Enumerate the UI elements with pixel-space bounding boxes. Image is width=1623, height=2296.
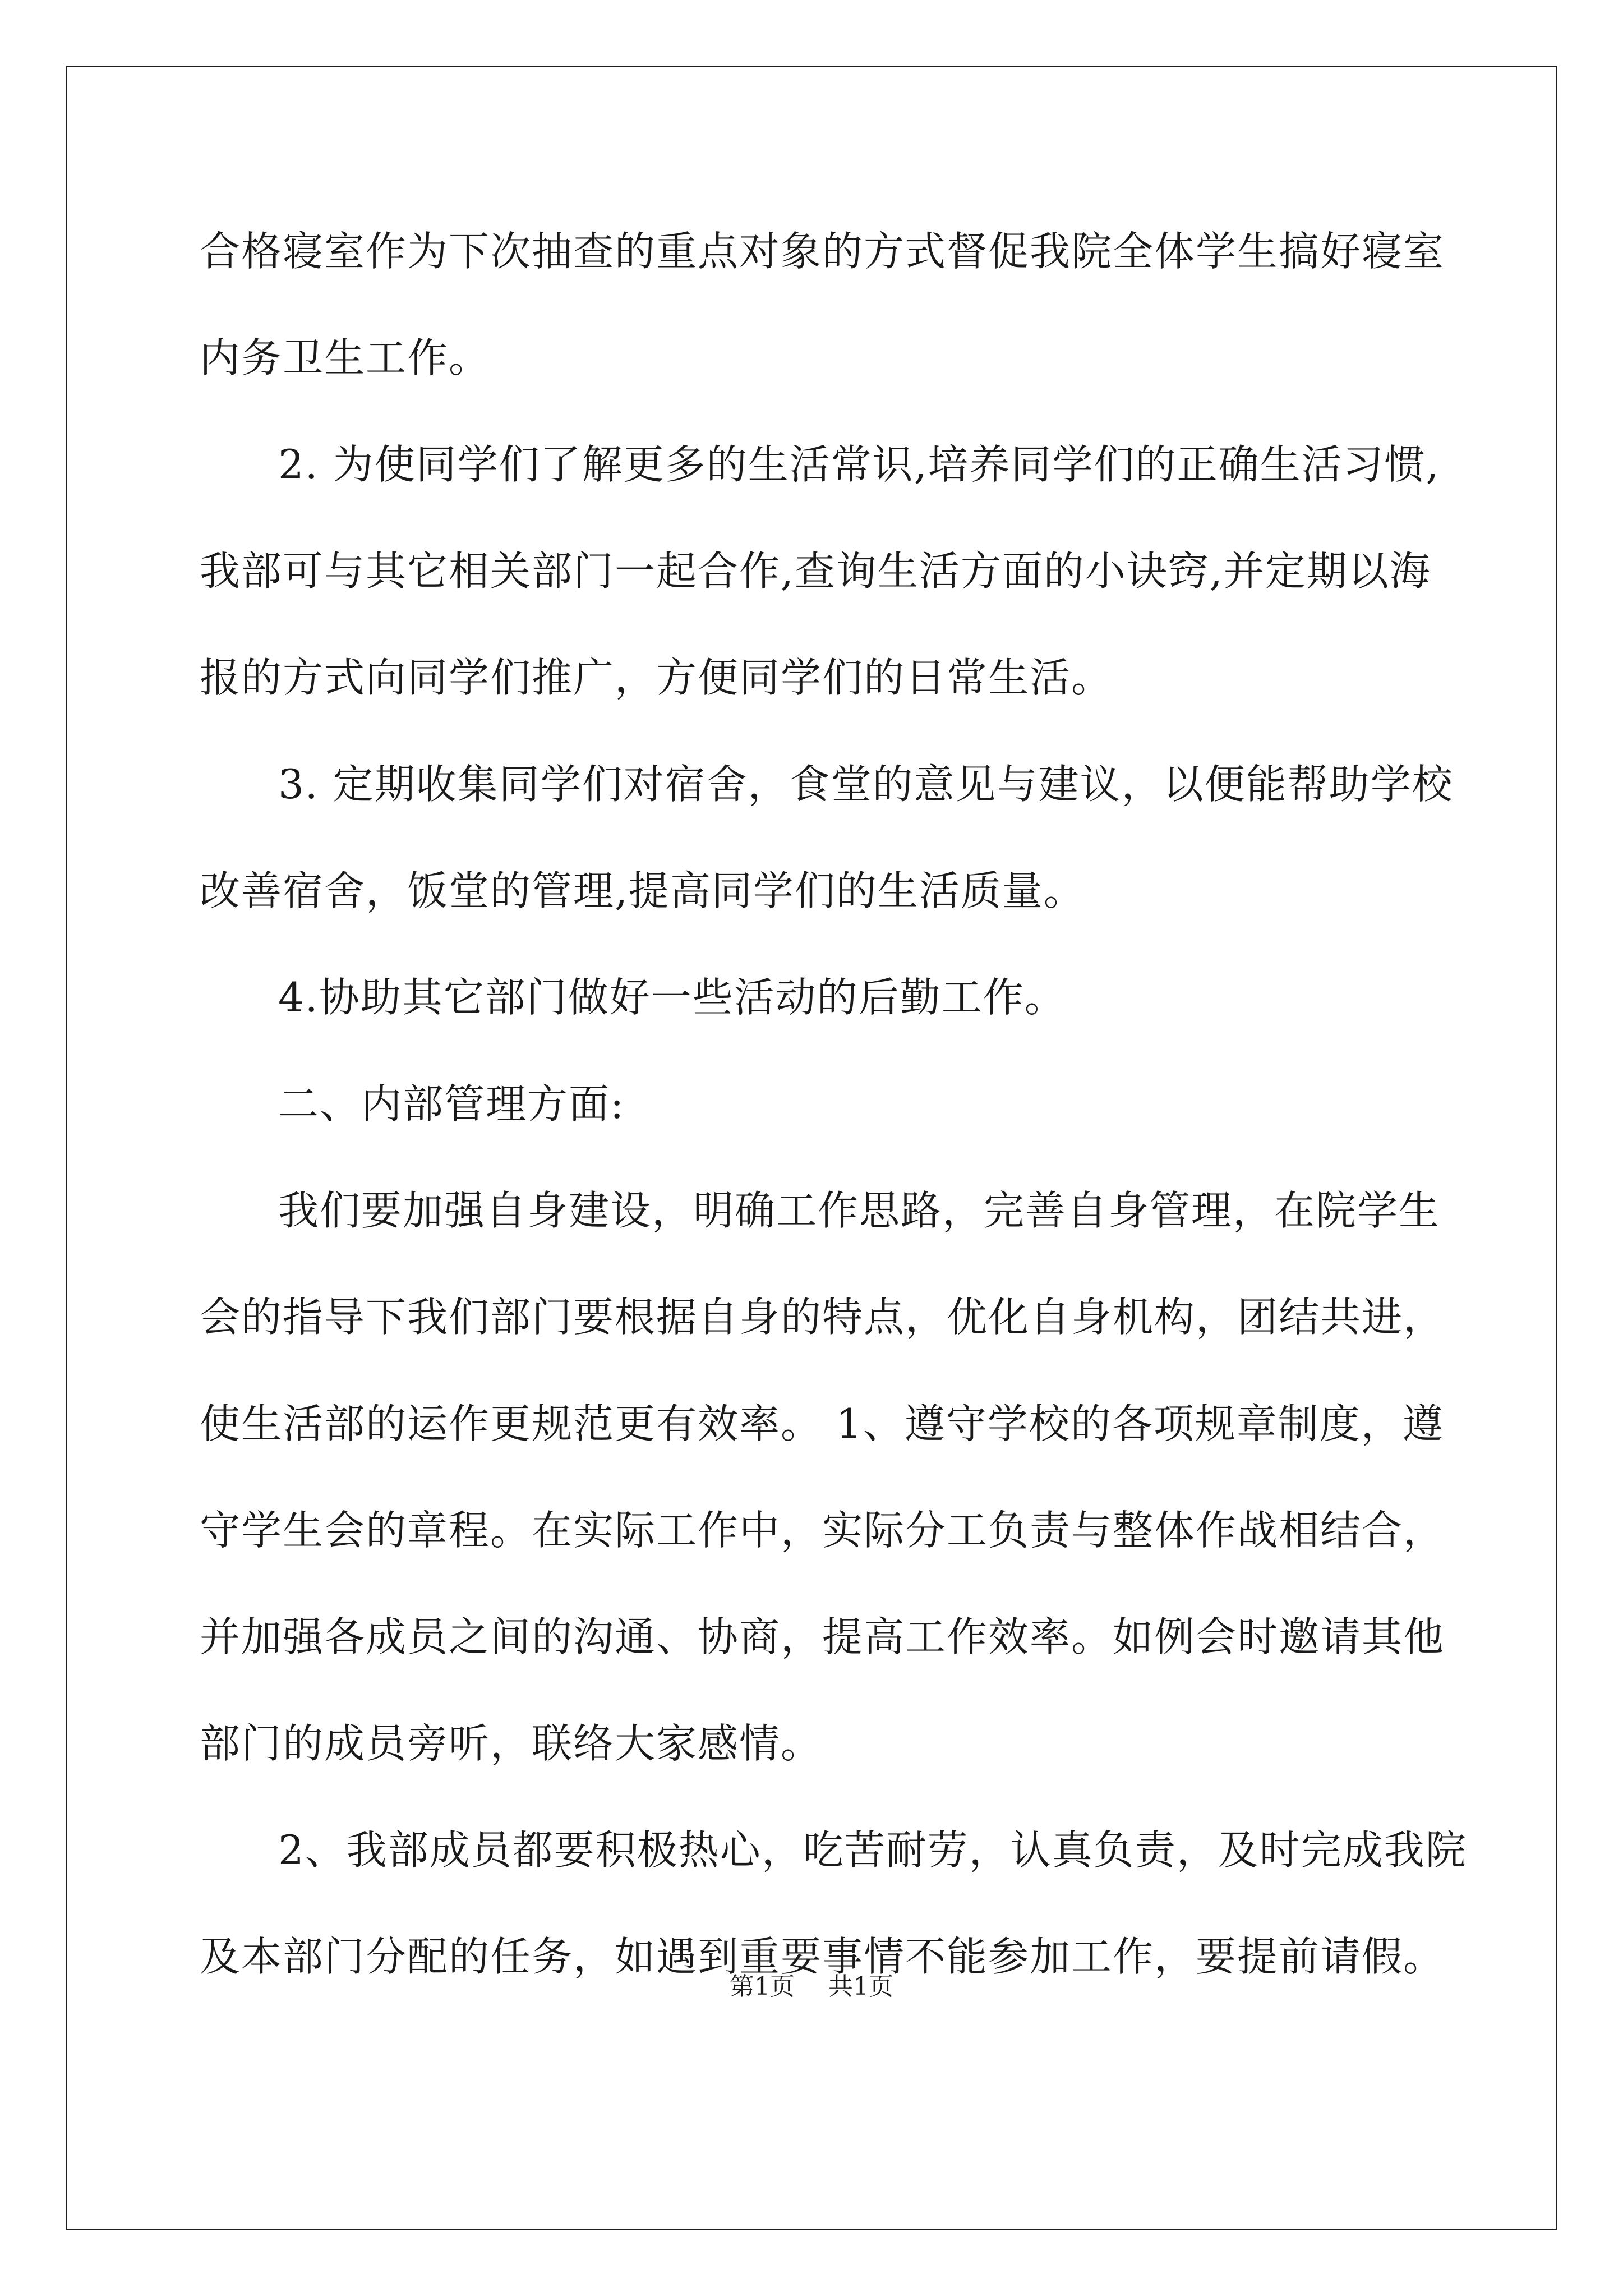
body-line-14: 并加强各成员之间的沟通、协商，提高工作效率。如例会时邀请其他 bbox=[200, 1613, 1445, 1660]
body-line-5: 报的方式向同学们推广，方便同学们的日常生活。 bbox=[200, 654, 1113, 701]
body-line-2: 内务卫生工作。 bbox=[200, 334, 491, 381]
body-line-12: 使生活部的运作更规范更有效率。 1、遵守学校的各项规章制度，遵 bbox=[200, 1400, 1444, 1447]
body-line-16: 2、我部成员都要积极热心，吃苦耐劳，认真负责，及时完成我院 bbox=[278, 1826, 1467, 1874]
body-line-3: 2. 为使同学们了解更多的生活常识,培养同学们的正确生活习惯, bbox=[278, 441, 1440, 488]
body-line-17: 及本部门分配的任务，如遇到重要事情不能参加工作，要提前请假。 bbox=[200, 1933, 1445, 1980]
section-heading: 二、内部管理方面: bbox=[278, 1080, 625, 1128]
body-line-8: 4.协助其它部门做好一些活动的后勤工作。 bbox=[278, 974, 1066, 1021]
body-line-10: 我们要加强自身建设，明确工作思路，完善自身管理，在院学生 bbox=[278, 1187, 1441, 1234]
page-number: 第1页 bbox=[730, 1972, 795, 2001]
body-line-1: 合格寝室作为下次抽查的重点对象的方式督促我院全体学生搞好寝室 bbox=[200, 228, 1445, 275]
body-line-15: 部门的成员旁听，联络大家感情。 bbox=[200, 1720, 823, 1767]
body-line-13: 守学生会的章程。在实际工作中，实际分工负责与整体作战相结合， bbox=[200, 1507, 1445, 1554]
page-footer bbox=[0, 1970, 1623, 2004]
body-line-11: 会的指导下我们部门要根据自身的特点，优化自身机构，团结共进， bbox=[200, 1294, 1445, 1341]
body-line-7: 改善宿舍，饭堂的管理,提高同学们的生活质量。 bbox=[200, 867, 1085, 914]
body-line-4: 我部可与其它相关部门一起合作,查询生活方面的小诀窍,并定期以海 bbox=[200, 547, 1431, 595]
page-total: 共1页 bbox=[828, 1972, 893, 2001]
body-line-6: 3. 定期收集同学们对宿舍，食堂的意见与建议，以便能帮助学校 bbox=[278, 761, 1454, 808]
page-border bbox=[66, 66, 1557, 2230]
